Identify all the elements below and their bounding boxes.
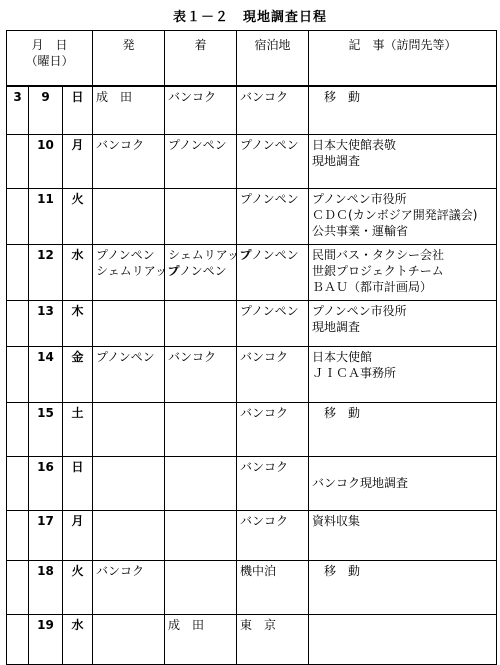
arrive-cell xyxy=(165,560,237,614)
day-cell: 11 xyxy=(29,188,63,244)
lodging-cell-line: プノンペン xyxy=(240,191,299,206)
depart-cell-line: シェムリアップ xyxy=(96,263,179,278)
lodging-cell xyxy=(237,244,309,300)
depart-cell-line: プノンペン xyxy=(96,247,155,262)
lodging-cell-line: バンコク xyxy=(240,90,289,104)
weekday-cell: 金 xyxy=(63,346,93,402)
lodging-cell xyxy=(237,614,309,664)
arrive-cell-line: バンコク xyxy=(168,90,217,104)
table-row xyxy=(7,346,497,402)
notes-cell xyxy=(309,300,497,346)
day-cell: 16 xyxy=(29,456,63,510)
arrive-cell-line xyxy=(168,303,233,319)
arrive-cell xyxy=(165,134,237,188)
table-row xyxy=(7,456,497,510)
notes-cell-line: プノンペン市役所 xyxy=(312,191,407,206)
depart-cell-line: バンコク xyxy=(96,563,145,578)
depart-cell xyxy=(93,300,165,346)
notes-cell-line: 移 動 xyxy=(312,90,361,104)
lodging-cell xyxy=(237,560,309,614)
notes-cell xyxy=(309,456,497,510)
table-row xyxy=(7,510,497,560)
table-row xyxy=(7,86,497,134)
table-row xyxy=(7,560,497,614)
arrive-cell-line xyxy=(168,459,233,475)
notes-cell-line: 日本大使館表敬 xyxy=(312,137,397,152)
weekday-cell: 日 xyxy=(63,456,93,510)
arrive-cell xyxy=(165,456,237,510)
weekday-cell: 火 xyxy=(63,188,93,244)
day-cell: 19 xyxy=(29,614,63,664)
arrive-cell-line xyxy=(168,405,233,421)
depart-cell xyxy=(93,134,165,188)
month-cell xyxy=(7,510,29,560)
header-notes: 記 事（訪問先等） xyxy=(309,31,497,87)
month-cell xyxy=(7,244,29,300)
depart-cell-line: 成 田 xyxy=(96,90,133,104)
arrive-cell xyxy=(165,244,251,300)
weekday-cell: 水 xyxy=(63,244,93,300)
lodging-cell-line: バンコク xyxy=(240,459,289,474)
day-cell: 12 xyxy=(29,244,63,300)
month-cell xyxy=(7,134,29,188)
arrive-cell-line: バンコク xyxy=(168,349,217,364)
page-title: 表１－２ 現地調査日程 xyxy=(172,10,327,25)
lodging-cell-line: 東 京 xyxy=(240,617,277,632)
arrive-cell-line xyxy=(168,513,233,529)
notes-cell-line: 世銀プロジェクトチーム xyxy=(312,263,444,278)
arrive-cell xyxy=(165,86,237,134)
notes-cell-line: 現地調査 xyxy=(312,319,361,334)
lodging-cell-line: バンコク xyxy=(240,405,289,420)
notes-cell-line: バンコク現地調査 xyxy=(312,475,409,490)
lodging-cell-line: 機中泊 xyxy=(240,563,277,578)
notes-cell xyxy=(309,346,497,402)
lodging-cell xyxy=(237,402,309,456)
depart-cell xyxy=(93,402,165,456)
table-row xyxy=(7,402,497,456)
depart-cell xyxy=(93,614,165,664)
arrive-cell xyxy=(165,402,237,456)
arrive-cell xyxy=(165,614,237,664)
lodging-cell xyxy=(237,510,309,560)
notes-cell xyxy=(309,510,497,560)
depart-cell xyxy=(93,560,165,614)
lodging-cell xyxy=(237,456,309,510)
lodging-cell xyxy=(237,300,309,346)
header-date xyxy=(7,31,93,87)
arrive-cell-line xyxy=(168,191,233,207)
day-cell: 15 xyxy=(29,402,63,456)
notes-cell-line xyxy=(312,617,493,633)
notes-cell-line: 資料収集 xyxy=(312,513,361,528)
table-header-row xyxy=(7,31,497,87)
depart-cell xyxy=(93,86,165,134)
notes-cell-line: 移 動 xyxy=(312,405,361,420)
depart-cell xyxy=(93,244,179,300)
notes-cell xyxy=(309,244,497,300)
schedule-table xyxy=(6,30,497,665)
arrive-cell xyxy=(165,346,237,402)
depart-cell-line: バンコク xyxy=(96,137,145,152)
notes-cell-line: ＣＤＣ(カンボジア開発評議会) xyxy=(312,207,478,222)
arrive-cell xyxy=(165,188,237,244)
lodging-cell-line: バンコク xyxy=(240,513,289,528)
lodging-cell xyxy=(237,188,309,244)
notes-cell-line xyxy=(312,459,493,475)
lodging-cell-line: プノンペン xyxy=(240,137,299,152)
lodging-cell xyxy=(237,134,309,188)
depart-cell-line xyxy=(96,303,161,319)
notes-cell-line: プノンペン市役所 xyxy=(312,303,407,318)
depart-cell-line xyxy=(96,191,161,207)
lodging-cell xyxy=(237,86,309,134)
day-cell: 17 xyxy=(29,510,63,560)
notes-cell xyxy=(309,614,497,664)
header-arrive: 着 xyxy=(165,31,237,87)
notes-cell-line: 日本大使館 xyxy=(312,349,373,364)
table-row xyxy=(7,244,497,300)
depart-cell xyxy=(93,510,165,560)
depart-cell xyxy=(93,346,165,402)
notes-cell-line: 現地調査 xyxy=(312,153,361,168)
lodging-cell-line: バンコク xyxy=(240,349,289,364)
arrive-cell-line xyxy=(168,563,233,579)
notes-cell-line: 公共事業・運輸省 xyxy=(312,223,409,238)
day-cell: 14 xyxy=(29,346,63,402)
table-row xyxy=(7,300,497,346)
depart-cell-line xyxy=(96,513,161,529)
month-cell xyxy=(7,614,29,664)
month-cell xyxy=(7,346,29,402)
header-weekday-label: （曜日） xyxy=(25,54,74,68)
header-date-label: 月 日 xyxy=(31,38,68,52)
weekday-cell: 木 xyxy=(63,300,93,346)
weekday-cell: 火 xyxy=(63,560,93,614)
month-cell xyxy=(7,560,29,614)
month-cell xyxy=(7,402,29,456)
notes-cell-line: ＪＩＣＡ事務所 xyxy=(312,365,397,380)
weekday-cell: 土 xyxy=(63,402,93,456)
month-cell xyxy=(7,456,29,510)
arrive-cell-line: プノンペン xyxy=(168,263,227,278)
arrive-cell-line: シェムリアップ xyxy=(168,247,251,262)
notes-cell xyxy=(309,134,497,188)
month-cell: 3 xyxy=(7,86,29,134)
arrive-cell-line: プノンペン xyxy=(168,137,227,152)
depart-cell-line xyxy=(96,405,161,421)
notes-cell xyxy=(309,402,497,456)
arrive-cell xyxy=(165,510,237,560)
day-cell: 13 xyxy=(29,300,63,346)
weekday-cell: 水 xyxy=(63,614,93,664)
day-cell: 10 xyxy=(29,134,63,188)
weekday-cell: 日 xyxy=(63,86,93,134)
table-row xyxy=(7,188,497,244)
header-lodging: 宿泊地 xyxy=(237,31,309,87)
depart-cell xyxy=(93,188,165,244)
arrive-cell-line: 成 田 xyxy=(168,617,205,632)
day-cell: 18 xyxy=(29,560,63,614)
header-depart: 発 xyxy=(93,31,165,87)
depart-cell xyxy=(93,456,165,510)
notes-cell xyxy=(309,188,497,244)
notes-cell xyxy=(309,560,497,614)
arrive-cell xyxy=(165,300,237,346)
depart-cell-line: プノンペン xyxy=(96,349,155,364)
depart-cell-line xyxy=(96,617,161,633)
depart-cell-line xyxy=(96,459,161,475)
lodging-cell-line: プノンペン xyxy=(240,303,299,318)
notes-cell xyxy=(309,86,497,134)
table-row xyxy=(7,614,497,664)
lodging-cell-line: プノンペン xyxy=(240,247,299,262)
month-cell xyxy=(7,300,29,346)
notes-cell-line: 民間バス・タクシー会社 xyxy=(312,247,445,262)
lodging-cell xyxy=(237,346,309,402)
notes-cell-line: 移 動 xyxy=(312,563,361,578)
weekday-cell: 月 xyxy=(63,510,93,560)
day-cell: 9 xyxy=(29,86,63,134)
weekday-cell: 月 xyxy=(63,134,93,188)
notes-cell-line: ＢＡＵ（都市計画局） xyxy=(312,279,433,294)
month-cell xyxy=(7,188,29,244)
table-row xyxy=(7,134,497,188)
